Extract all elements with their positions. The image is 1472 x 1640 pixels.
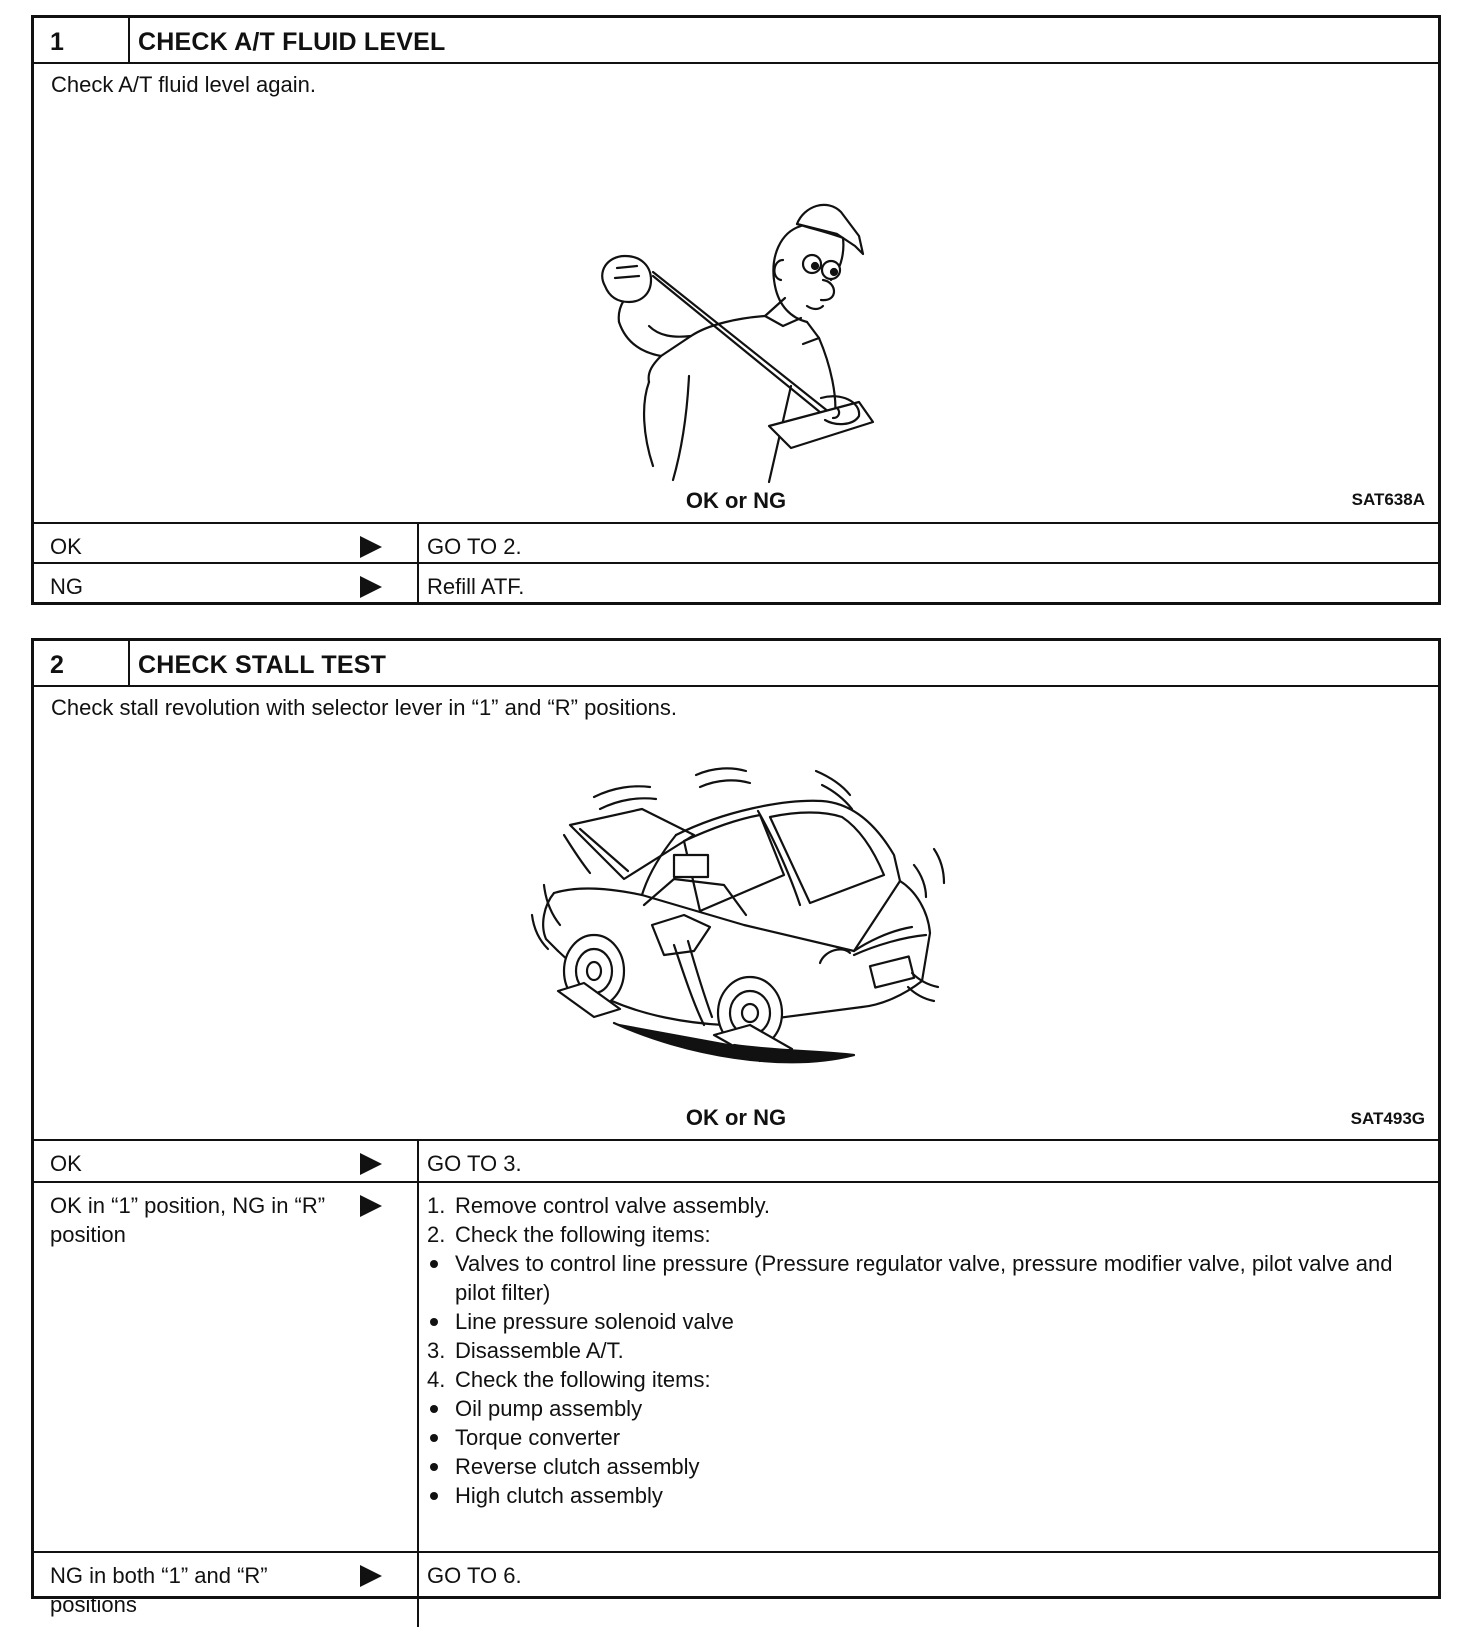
- step-marker: 3.: [427, 1338, 446, 1363]
- step-marker: 1.: [427, 1193, 446, 1218]
- step-2-block: [31, 638, 1441, 1617]
- step-1-header: [34, 18, 1438, 64]
- arrow-right-icon: [360, 576, 382, 598]
- item-text: Disassemble A/T.: [455, 1338, 624, 1363]
- result-condition: [34, 1141, 419, 1181]
- step-2-header: [34, 641, 1438, 687]
- result-condition: [34, 524, 419, 562]
- bullet-item: [427, 1452, 1428, 1481]
- item-text: Check the following items:: [455, 1367, 711, 1392]
- step-2-body: [34, 687, 1438, 1141]
- arrow-right-icon: [360, 536, 382, 558]
- numbered-step: [427, 1191, 1428, 1220]
- result-condition: [34, 564, 419, 604]
- condition-text: OK: [50, 534, 82, 559]
- step-title: CHECK A/T FLUID LEVEL: [138, 28, 446, 56]
- arrow-right-icon: [360, 1153, 382, 1175]
- result-action: GO TO 6.: [427, 1563, 522, 1588]
- result-row: [34, 1183, 1438, 1553]
- bullet-item: [427, 1394, 1428, 1423]
- figure-code: SAT638A: [1351, 490, 1425, 509]
- result-row: [34, 524, 1438, 564]
- mechanic-checking-dipstick-illustration: [569, 176, 899, 496]
- result-condition: [34, 1553, 419, 1627]
- result-row: [34, 1553, 1438, 1627]
- numbered-step: [427, 1336, 1428, 1365]
- ok-or-ng-label: OK or NG: [685, 1105, 787, 1130]
- result-action: GO TO 3.: [427, 1151, 522, 1176]
- step-1-body: [34, 64, 1438, 524]
- instruction-text: Check stall revolution with selector lever in “1” and “R” positions.: [51, 695, 678, 720]
- step-number: 1: [34, 18, 130, 62]
- item-text: Check the following items:: [455, 1222, 711, 1247]
- bullet-item: [427, 1423, 1428, 1452]
- result-action: Refill ATF.: [427, 574, 525, 599]
- condition-text: OK in “1” position, NG in “R” position: [50, 1193, 326, 1247]
- car-stall-test-illustration: [524, 755, 1004, 1085]
- bullet-item: [427, 1307, 1428, 1336]
- step-number: 2: [34, 641, 130, 685]
- item-text: Torque converter: [455, 1425, 621, 1450]
- result-action: [419, 1183, 1438, 1551]
- bullet-icon: [430, 1434, 438, 1442]
- figure-code: SAT493G: [1350, 1109, 1425, 1128]
- bullet-item: [427, 1481, 1428, 1510]
- step-title: CHECK STALL TEST: [138, 651, 387, 679]
- condition-text: NG: [50, 574, 83, 599]
- item-text: High clutch assembly: [455, 1483, 663, 1508]
- bullet-icon: [430, 1318, 438, 1326]
- numbered-step: [427, 1365, 1428, 1394]
- result-row: [34, 564, 1438, 604]
- condition-text: OK: [50, 1151, 82, 1176]
- bullet-icon: [430, 1405, 438, 1413]
- condition-text: NG in both “1” and “R” positions: [50, 1563, 268, 1617]
- step-marker: 2.: [427, 1222, 446, 1247]
- result-condition: [34, 1183, 419, 1551]
- step-1-block: [31, 15, 1441, 605]
- arrow-right-icon: [360, 1195, 382, 1217]
- instruction-text: Check A/T fluid level again.: [51, 72, 316, 97]
- item-text: Reverse clutch assembly: [455, 1454, 700, 1479]
- bullet-icon: [430, 1463, 438, 1471]
- item-text: Line pressure solenoid valve: [455, 1309, 734, 1334]
- procedure-list: [427, 1191, 1428, 1510]
- result-action: GO TO 2.: [427, 534, 522, 559]
- arrow-right-icon: [360, 1565, 382, 1587]
- bullet-icon: [430, 1260, 438, 1268]
- bullet-icon: [430, 1492, 438, 1500]
- item-text: Valves to control line pressure (Pressure regulator valve, pressure modifier valve, pilot valve and pilot filter): [455, 1251, 1393, 1305]
- result-row: [34, 1141, 1438, 1183]
- item-text: Remove control valve assembly.: [455, 1193, 771, 1218]
- bullet-item: [427, 1249, 1428, 1307]
- item-text: Oil pump assembly: [455, 1396, 643, 1421]
- step-marker: 4.: [427, 1367, 446, 1392]
- numbered-step: [427, 1220, 1428, 1249]
- ok-or-ng-label: OK or NG: [685, 488, 787, 513]
